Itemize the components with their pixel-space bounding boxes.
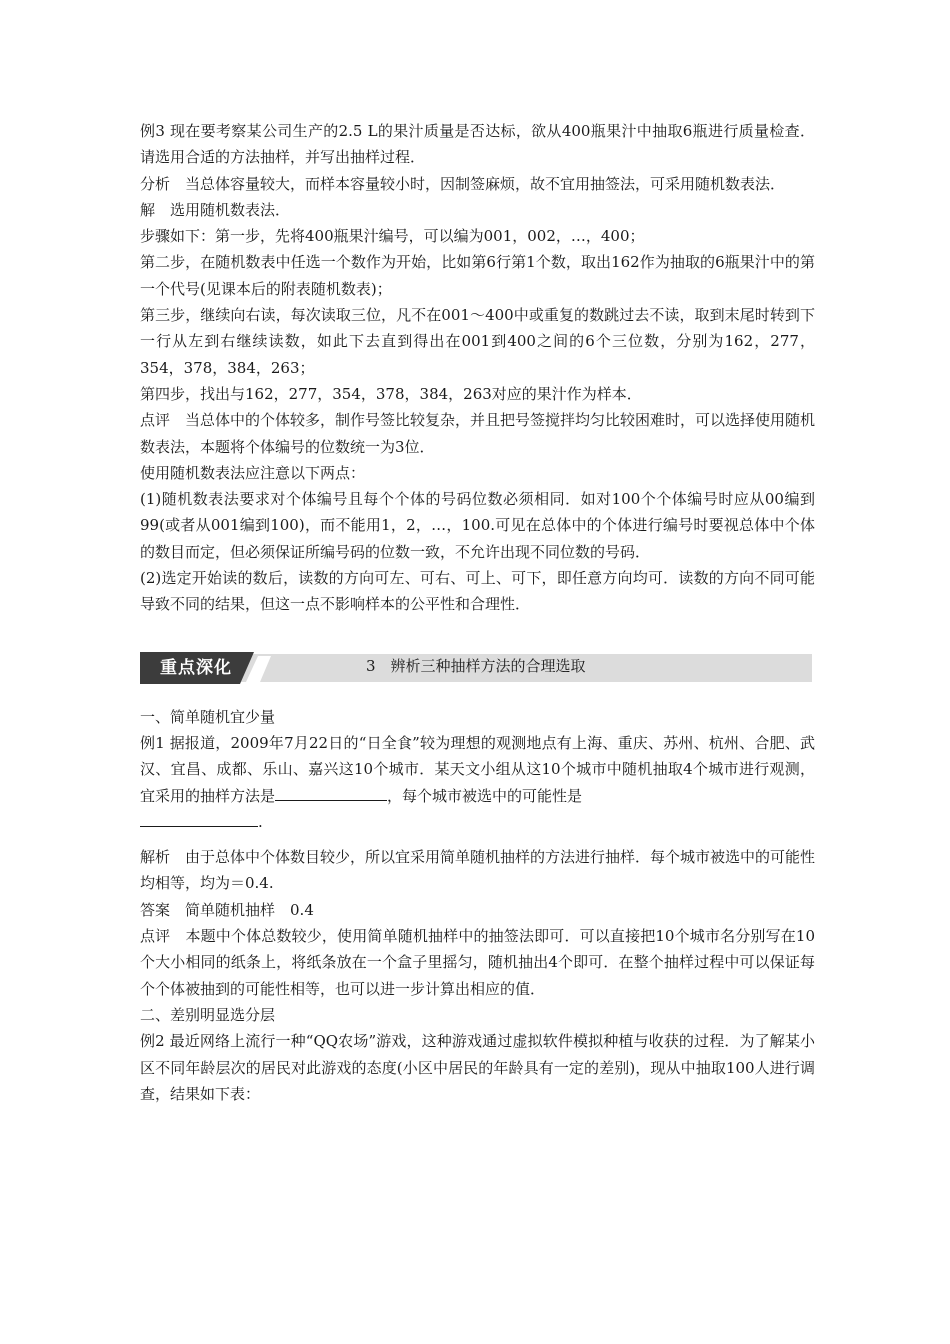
heading-stratified: 二、差别明显选分层: [140, 1005, 276, 1024]
example-3-step-4: 第四步，找出与162，277，354，378，384，263对应的果汁作为样本．: [140, 384, 642, 403]
answer-blank-2: [140, 812, 258, 827]
example-3-step-3: 第三步，继续向右读，每次读取三位，凡不在001～400中或重复的数跳过去不读，取到末尾时转到下一行从左到右继续读数，如此下去直到得出在001到400之间的6个三位数，分别为162，277，354，378，384，263；: [140, 306, 815, 377]
example-3-step-2: 第二步，在随机数表中任选一个数作为开始，比如第6行第1个数，取出162作为抽取的6瓶果汁中的第一个代号(见课本后的附表随机数表)；: [140, 253, 815, 298]
example-1-text-2: ，每个城市被选中的可能性是: [387, 786, 583, 805]
example-3-step-1: 步骤如下：第一步，先将400瓶果汁编号，可以编为001，002，…，400；: [140, 227, 645, 246]
notes-intro: 使用随机数表法应注意以下两点：: [140, 463, 366, 482]
heading-simple-random: 一、简单随机宜少量: [140, 707, 276, 726]
document-body: [140, 118, 815, 1107]
example-3-question: 例3 现在要考察某公司生产的2.5 L的果汁质量是否达标，欲从400瓶果汁中抽取6瓶进行质量检查．请选用合适的方法抽样，并写出抽样过程．: [140, 122, 815, 167]
example-1-text: 例1 据报道，2009年7月22日的“日全食”较为理想的观测地点有上海、重庆、苏州、杭州、合肥、武汉、宜昌、成都、乐山、嘉兴这10个城市．某天文小组从这10个城市中随机抽取4个城市进行观测，宜采用的抽样方法是: [140, 733, 815, 805]
banner-title: 3 辨析三种抽样方法的合理选取: [366, 656, 586, 675]
banner-tag-label: 重点深化: [160, 657, 232, 678]
note-2: (2)选定开始读的数后，读数的方向可左、可右、可上、可下，即任意方向均可．读数的方向不同可能导致不同的结果，但这一点不影响样本的公平性和合理性．: [140, 569, 815, 614]
answer-blank-1: [275, 786, 387, 801]
example-2-question: 例2 最近网络上流行一种“QQ农场”游戏，这种游戏通过虚拟软件模拟种植与收获的过程．为了解某小区不同年龄层次的居民对此游戏的态度(小区中居民的年龄具有一定的差别)，现从中抽取100人进行调查，结果如下表：: [140, 1032, 815, 1103]
example-1-comment: 点评 本题中个体总数较少，使用简单随机抽样中的抽签法即可．可以直接把10个城市名分别写在10个大小相同的纸条上，将纸条放在一个盒子里摇匀，随机抽出4个即可．在整个抽样过程中可以保证每个个体被抽到的可能性相等，也可以进一步计算出相应的值．: [140, 927, 815, 998]
note-1: (1)随机数表法要求对个体编号且每个个体的号码位数必须相同．如对100个个体编号时应从00编到99(或者从001编到100)，而不能用1，2，…，100.可见在总体中的个体进行编号时要视总体中个体的数目而定，但必须保证所编号码的位数一致，不允许出现不同位数的号码．: [140, 490, 815, 561]
example-3-analysis: 分析 当总体容量较大，而样本容量较小时，因制签麻烦，故不宜用抽签法，可采用随机数表法．: [140, 174, 786, 193]
example-1-question: [140, 730, 815, 835]
example-1-analysis: 解析 由于总体中个体数目较少，所以宜采用简单随机抽样的方法进行抽样．每个城市被选中的可能性均相等，均为＝0.4.: [140, 848, 816, 893]
example-1-answer: 答案 简单随机抽样 0.4: [140, 900, 314, 919]
example-3-comment: 点评 当总体中的个体较多，制作号签比较复杂，并且把号签搅拌均匀比较困难时，可以选择使用随机数表法，本题将个体编号的位数统一为3位．: [140, 411, 816, 456]
example-1-end: .: [258, 812, 263, 831]
section-banner: [140, 652, 812, 686]
example-3-solution: 解 选用随机数表法．: [140, 200, 291, 219]
banner-tag: [140, 652, 272, 684]
